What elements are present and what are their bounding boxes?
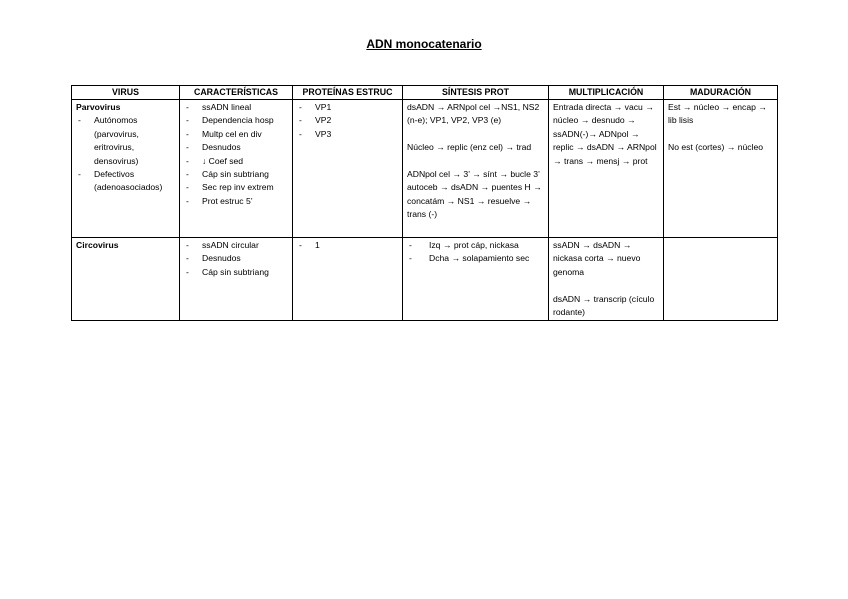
header-maduracion: MADURACIÓN: [664, 86, 778, 100]
header-sintesis: SÍNTESIS PROT: [403, 86, 549, 100]
sintesis-text: Núcleo → replic (enz cel) → trad: [407, 142, 532, 153]
cell-sintesis: [403, 100, 549, 238]
list-item: - Cáp sin subtriang: [184, 266, 288, 279]
list-item: - Desnudos: [184, 252, 288, 265]
page-title: ADN monocatenario: [366, 37, 482, 51]
cell-maduracion: [664, 100, 778, 238]
cell-proteinas: [293, 238, 403, 321]
list-item: - VP2: [297, 114, 398, 127]
cell-multiplicacion: [549, 100, 664, 238]
list-item: - VP3: [297, 128, 398, 141]
list-item: - ssADN circular: [184, 239, 288, 252]
cell-multiplicacion: [549, 238, 664, 321]
virus-table: [71, 85, 778, 321]
virus-name: Circovirus: [76, 240, 119, 250]
list-item: - Dcha → solapamiento sec: [407, 252, 544, 265]
table-row-circovirus: [72, 238, 778, 321]
list-item: - Desnudos: [184, 141, 288, 154]
list-item: - Dependencia hosp: [184, 114, 288, 127]
list-item: - Sec rep inv extrem: [184, 181, 288, 194]
sintesis-text: dsADN → ARNpol cel →NS1, NS2 (n-e); VP1, VP2, VP3 (e): [407, 102, 540, 126]
cell-virus: [72, 238, 180, 321]
cell-proteinas: [293, 100, 403, 238]
list-item: - ssADN lineal: [184, 101, 288, 114]
list-item: - VP1: [297, 101, 398, 114]
list-item: - ↓ Coef sed: [184, 155, 288, 168]
multiplicacion-text: Entrada directa → vacu → núcleo → desnudo → ssADN(-)→ ADNpol → replic → dsADN → ARNpol → trans → mensj → prot: [553, 102, 657, 166]
multiplicacion-text: ssADN → dsADN → nickasa corta → nuevo genoma: [553, 240, 641, 277]
multiplicacion-text: dsADN → transcrip (cículo rodante): [553, 293, 655, 318]
header-caracteristicas: CARACTERÍSTICAS: [180, 86, 293, 100]
header-multiplicacion: MULTIPLICACIÓN: [549, 86, 664, 100]
table-header-row: [72, 86, 778, 100]
list-item: - Izq → prot cáp, nickasa: [407, 239, 544, 252]
list-item: - 1: [297, 239, 398, 252]
cell-virus: [72, 100, 180, 238]
maduracion-text: No est (cortes) → núcleo: [668, 142, 764, 153]
cell-caracteristicas: [180, 100, 293, 238]
list-item: - Defectivos (adenoasociados): [76, 168, 175, 195]
header-virus: VIRUS: [72, 86, 180, 100]
list-item: - Cáp sin subtriang: [184, 168, 288, 181]
sintesis-text: ADNpol cel → 3’ → sínt → bucle 3’ autoceb → dsADN → puentes H → concatám → NS1 → resuelve → trans (-): [407, 169, 542, 220]
list-item: - Prot estruc 5’: [184, 195, 288, 208]
virus-name: Parvovirus: [76, 102, 121, 112]
list-item: - Autónomos (parvovirus, eritrovirus, densovirus): [76, 114, 175, 168]
list-item: - Multp cel en div: [184, 128, 288, 141]
cell-sintesis: [403, 238, 549, 321]
cell-maduracion: [664, 238, 778, 321]
header-proteinas: PROTEÍNAS ESTRUC: [293, 86, 403, 100]
cell-caracteristicas: [180, 238, 293, 321]
table-row-parvovirus: [72, 100, 778, 238]
maduracion-text: Est → núcleo → encap → lib lisis: [668, 102, 767, 126]
